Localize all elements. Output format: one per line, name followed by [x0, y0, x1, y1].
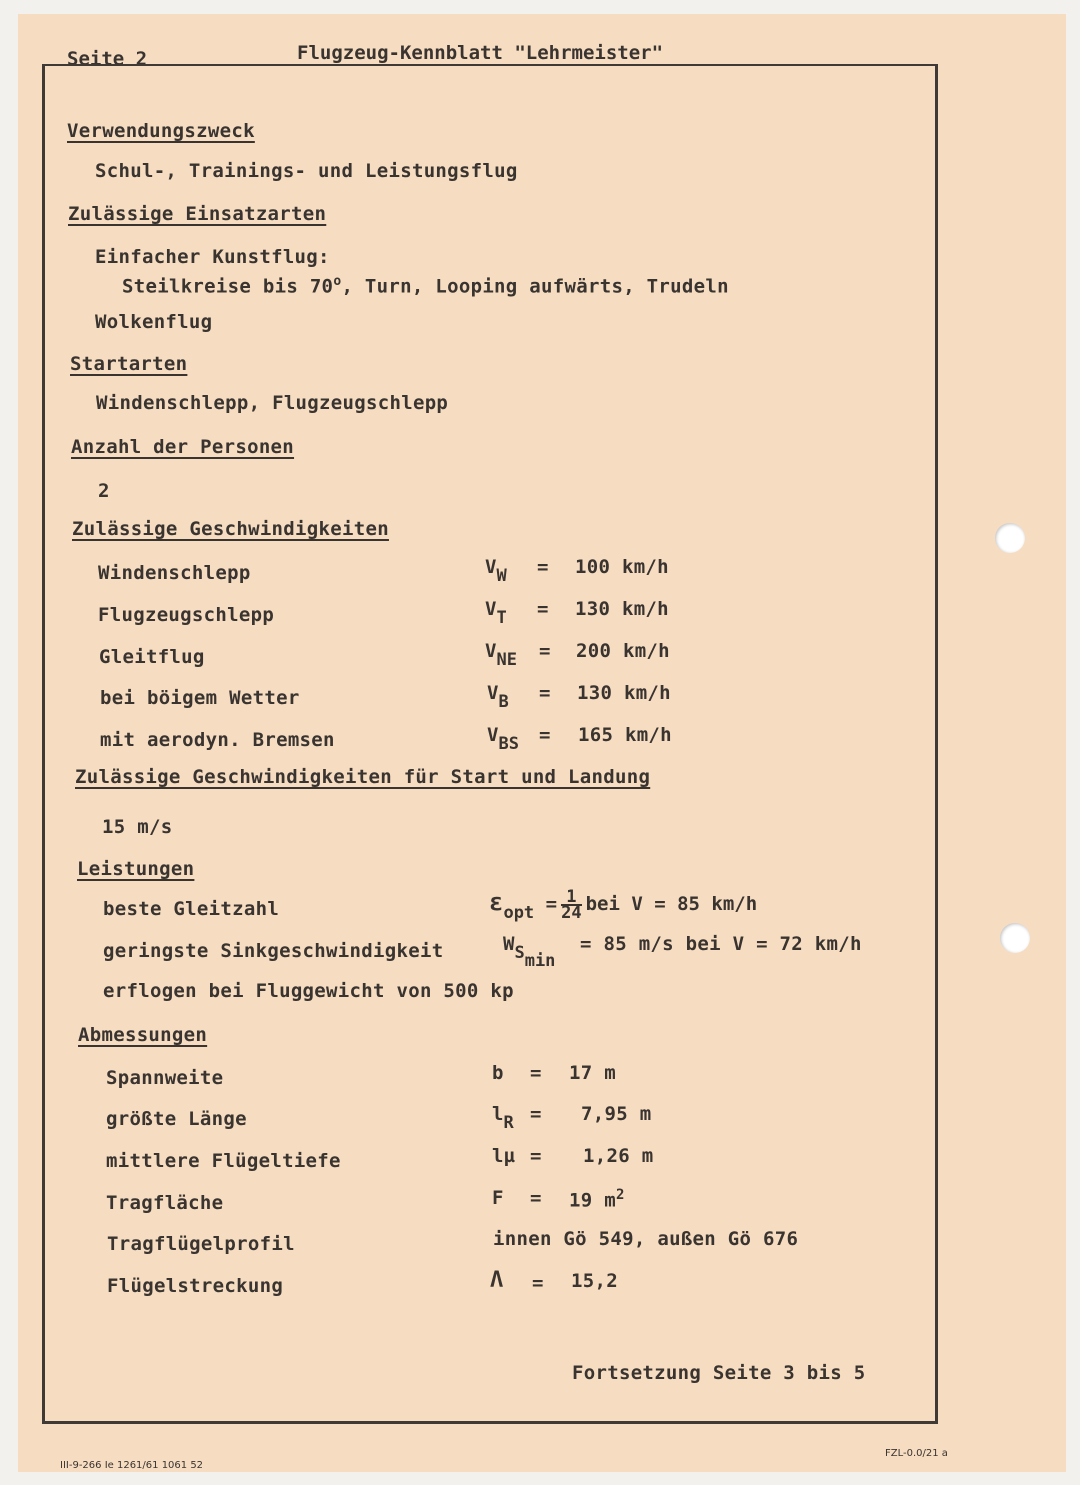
dimension-label: Tragfläche [106, 1192, 224, 1214]
dimension-symbol: lµ [492, 1145, 515, 1167]
sink-label: geringste Sinkgeschwindigkeit [103, 940, 444, 962]
speed-value: 130 km/h [577, 682, 671, 704]
speed-value: 200 km/h [576, 640, 670, 662]
verwendungszweck-text: Schul-, Trainings- und Leistungsflug [95, 160, 518, 182]
speed-symbol: $V_T$ [485, 598, 507, 628]
personen-value: 2 [98, 480, 110, 502]
punch-hole-lower [1000, 923, 1030, 953]
speed-label: Flugzeugschlepp [98, 604, 275, 626]
speed-label: bei böigem Wetter [100, 687, 300, 709]
page-number: Seite 2 [67, 48, 148, 70]
einsatzarten-line2: Steilkreise bis 70$^o$, Turn, Looping aufwärts, Trudeln [122, 274, 729, 298]
dimension-value: 19 $m^2$ [569, 1187, 625, 1212]
dimension-value: 1,26 m [583, 1145, 654, 1167]
lambda-symbol: Λ [490, 1268, 504, 1293]
heading-leistungen: Leistungen [77, 858, 195, 880]
sink-formula: $W_{S_{min}}$ [503, 933, 556, 971]
speed-symbol: $V_{NE}$ [485, 640, 517, 670]
dimension-equals: = [530, 1103, 542, 1125]
speed-symbol: $V_B$ [487, 682, 509, 712]
fluggewicht-note: erflogen bei Fluggewicht von 500 kp [103, 980, 514, 1002]
einsatzarten-line1: Einfacher Kunstflug: [95, 246, 330, 268]
dimension-label: Tragflügelprofil [107, 1233, 295, 1255]
heading-startarten: Startarten [70, 353, 188, 375]
dimension-equals: = [532, 1272, 544, 1294]
dimension-value: 7,95 m [581, 1103, 652, 1125]
speed-label: Windenschlepp [98, 562, 251, 584]
dimension-value: 15,2 [571, 1270, 618, 1292]
speed-symbol: $V_{BS}$ [487, 724, 519, 754]
speed-symbol: $V_W$ [485, 556, 507, 586]
heading-start-landung: Zulässige Geschwindigkeiten für Start und Landung [75, 766, 651, 788]
dimension-label: größte Länge [106, 1108, 247, 1130]
dimension-equals: = [530, 1062, 542, 1084]
gleitzahl-formula: $\varepsilon_{opt}$ = $\frac{1}{24}$ bei V = 85 km/h [489, 886, 758, 923]
speed-label: mit aerodyn. Bremsen [100, 729, 335, 751]
speed-value: 165 km/h [578, 724, 672, 746]
dimension-symbol: b [492, 1062, 504, 1084]
speed-equals: = [537, 556, 549, 578]
dimension-equals: = [530, 1187, 542, 1209]
speed-equals: = [539, 682, 551, 704]
heading-verwendungszweck: Verwendungszweck [67, 120, 255, 142]
footer-print-code: III-9-266 Ie 1261/61 1061 52 [60, 1460, 204, 1471]
dimension-symbol: F [492, 1187, 504, 1209]
dimension-label: Spannweite [106, 1067, 224, 1089]
profil-value: innen Gö 549, außen Gö 676 [493, 1228, 799, 1250]
startarten-text: Windenschlepp, Flugzeugschlepp [96, 392, 449, 414]
sink-value: = 85 m/s bei V = 72 km/h [580, 933, 862, 955]
gleitzahl-label: beste Gleitzahl [103, 898, 280, 920]
document-title: Flugzeug-Kennblatt "Lehrmeister" [297, 42, 664, 64]
heading-abmessungen: Abmessungen [78, 1024, 208, 1046]
speed-value: 130 km/h [575, 598, 669, 620]
dimension-equals: = [530, 1145, 542, 1167]
heading-einsatzarten: Zulässige Einsatzarten [68, 203, 327, 225]
speed-equals: = [537, 598, 549, 620]
dimension-label: Flügelstreckung [107, 1275, 284, 1297]
footer-form-number: FZL-0.0/21 a [885, 1448, 948, 1459]
dimension-symbol: $l_R$ [492, 1103, 514, 1133]
heading-geschwindigkeiten: Zulässige Geschwindigkeiten [72, 518, 389, 540]
continuation-note: Fortsetzung Seite 3 bis 5 [572, 1362, 866, 1384]
punch-hole-upper [995, 523, 1025, 553]
einsatzarten-line3: Wolkenflug [95, 311, 213, 333]
dimension-value: 17 m [569, 1062, 616, 1084]
speed-value: 100 km/h [575, 556, 669, 578]
dimension-label: mittlere Flügeltiefe [106, 1150, 341, 1172]
speed-equals: = [539, 724, 551, 746]
heading-personen: Anzahl der Personen [71, 436, 295, 458]
speed-equals: = [539, 640, 551, 662]
start-landung-value: 15 m/s [102, 816, 173, 838]
speed-label: Gleitflug [99, 646, 205, 668]
